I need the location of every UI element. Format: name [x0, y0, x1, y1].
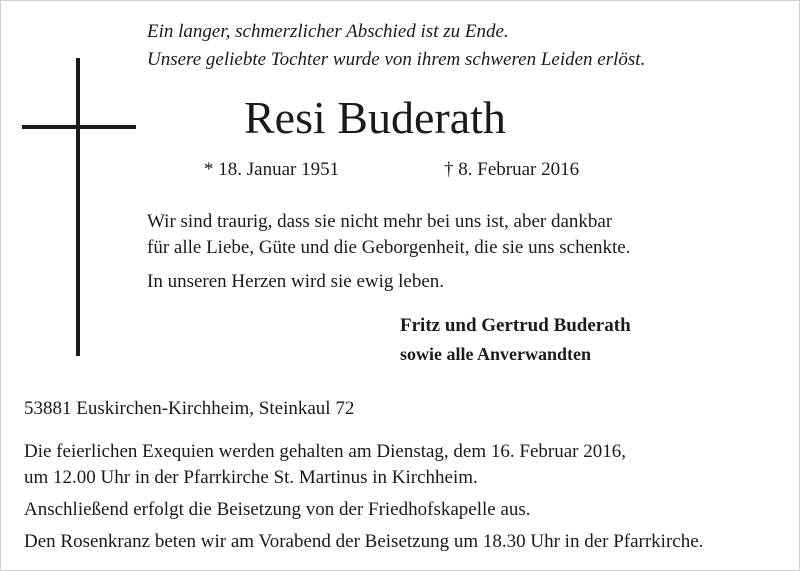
death-date: † 8. Februar 2016 [444, 159, 580, 180]
message-line-2: für alle Liebe, Güte und die Geborgenheit, die sie uns schenkte. [147, 237, 631, 258]
cross-horizontal-bar [22, 125, 136, 129]
address: 53881 Euskirchen-Kirchheim, Steinkaul 72 [24, 398, 355, 419]
details-line-3: Anschließend erfolgt die Beisetzung von der Friedhofskapelle aus. [24, 499, 531, 520]
intro-line-1: Ein langer, schmerzlicher Abschied ist zu Ende. [147, 21, 509, 42]
cross-vertical-bar [76, 58, 80, 356]
message-line-1: Wir sind traurig, dass sie nicht mehr bei uns ist, aber dankbar [147, 211, 613, 232]
deceased-name: Resi Buderath [244, 92, 506, 143]
message-line-3: In unseren Herzen wird sie ewig leben. [147, 271, 445, 292]
details-line-1: Die feierlichen Exequien werden gehalten am Dienstag, dem 16. Februar 2016, [24, 441, 626, 462]
intro-line-2: Unsere geliebte Tochter wurde von ihrem schweren Leiden erlöst. [147, 49, 646, 70]
details-line-2: um 12.00 Uhr in der Pfarrkirche St. Martinus in Kirchheim. [24, 467, 478, 488]
mourners-names: Fritz und Gertrud Buderath [400, 315, 631, 336]
birth-date: * 18. Januar 1951 [204, 159, 340, 180]
details-line-4: Den Rosenkranz beten wir am Vorabend der Beisetzung um 18.30 Uhr in der Pfarrkirche. [24, 531, 704, 552]
mourners-relatives: sowie alle Anverwandten [400, 344, 591, 364]
